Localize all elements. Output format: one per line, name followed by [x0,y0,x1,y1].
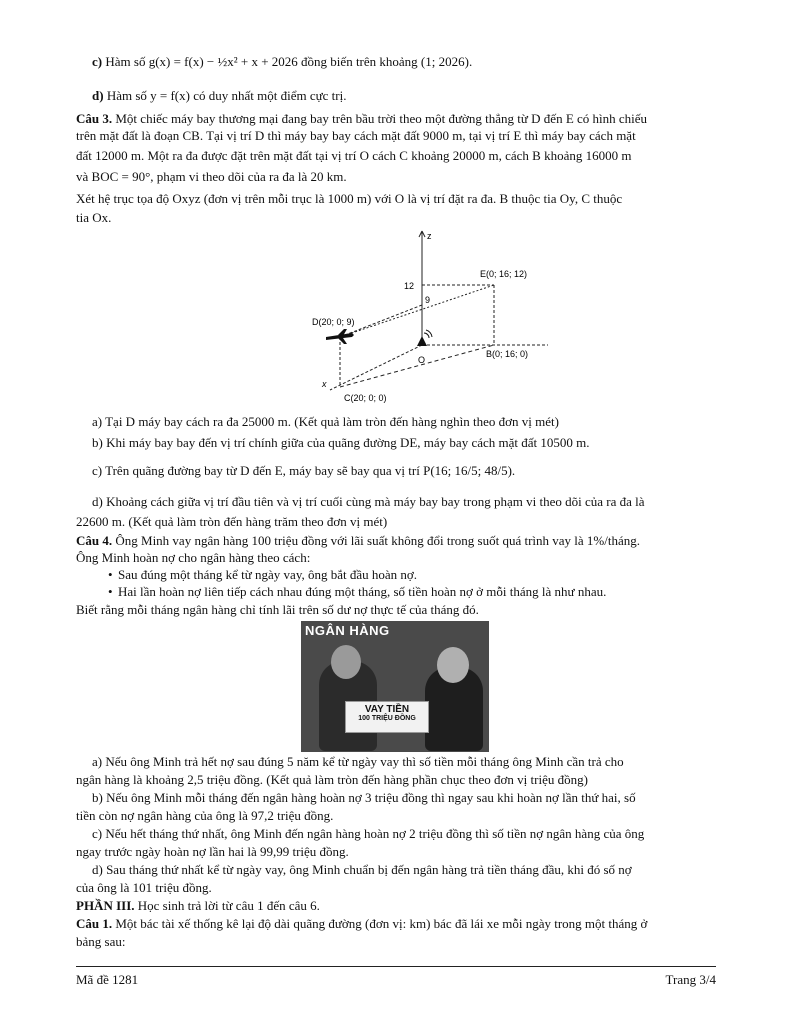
loan-sign [345,701,429,733]
x-axis [330,345,422,390]
q2-option-c: c) Hàm số g(x) = f(x) − ½x² + x + 2026 đồng biến trên khoảng (1; 2026). [92,54,473,69]
radar-icon [417,330,432,346]
label-12: 12 [404,281,415,291]
q4-stem-line2: Ông Minh hoàn nợ cho ngân hàng theo cách: [76,550,311,565]
q3-text-1: Một chiếc máy bay thương mại đang bay trên bầu trời theo một đường thẳng từ D đến E có hình chiếu [115,111,648,126]
part3-title: PHẦN III. [76,898,135,913]
q3-stem-line2: trên mặt đất là đoạn CB. Tại vị trí D thì máy bay bay cách mặt đất 9000 m, tại vị trí E thì máy bay cách mặt [76,128,636,143]
bank-loan-photo [301,621,489,752]
loan-sign-title: VAY TIỀN [364,704,410,715]
q4-stem-line1 [76,532,716,549]
radar-coordinate-figure [300,225,560,405]
label-o: O [418,355,426,365]
p3-q1-text-1: Một bác tài xế thống kê lại độ dài quãng đường (đơn vị: km) bác đã lái xe mỗi ngày trong một tháng ở [115,916,648,931]
photo-banner: NGÂN HÀNG [305,623,390,638]
q3-label: Câu 3. [76,111,113,126]
q4-text-1: Ông Minh vay ngân hàng 100 triệu đồng với lãi suất không đổi trong suốt quá trình vay là 1%/tháng. [115,533,641,548]
q4-option-d-line1: d) Sau tháng thứ nhất kể từ ngày vay, ông Minh chuẩn bị đến ngân hàng trả tiền tháng đầu, khi đó số nợ [92,862,632,877]
z-axis-label: z [427,231,432,241]
p3-q1-line2: bảng sau: [76,934,126,949]
q3-stem-line1 [76,110,716,127]
page-number: Trang 3/4 [665,972,716,987]
person-right-head [437,647,469,683]
p3-q1-label: Câu 1. [76,916,113,931]
q4-option-c-line1: c) Nếu hết tháng thứ nhất, ông Minh đến ngân hàng hoàn nợ 2 triệu đồng thì số tiền nợ ngân hàng của ông [92,826,645,841]
q4-label: Câu 4. [76,533,113,548]
flight-path-de [340,285,494,337]
q2-option-d: d) Hàm số y = f(x) có duy nhất một điểm cực trị. [92,88,347,103]
airplane-icon [326,329,354,344]
part3-heading [76,897,716,914]
label-e: E(0; 16; 12) [480,269,528,279]
person-left-head [331,645,361,679]
q4-bullet-2: • Hai lần hoàn nợ liên tiếp cách nhau đúng một tháng, số tiền hoàn nợ ở mỗi tháng là như nhau. [118,583,606,600]
footer-divider [76,966,716,967]
q3-stem-line4: và BOC = 90°, phạm vi theo dõi của ra đa là 20 km. [76,169,347,184]
q2-option-c-text: Hàm số g(x) = f(x) − ½x² + x + 2026 đồng biến trên khoảng (1; 2026). [105,54,473,69]
q4-option-b-line1: b) Nếu ông Minh mỗi tháng đến ngân hàng hoàn nợ 3 triệu đồng thì ngay sau khi hoàn nợ lần thứ hai, số [92,790,636,805]
label-b: B(0; 16; 0) [486,349,529,359]
q2-option-d-text: Hàm số y = f(x) có duy nhất một điểm cực trị. [106,88,347,103]
ground-path-cb [340,345,494,387]
q3-option-a: a) Tại D máy bay cách ra đa 25000 m. (Kết quả làm tròn đến hàng nghìn theo đơn vị mét) [92,414,559,429]
q3-option-b: b) Khi máy bay bay đến vị trí chính giữa của quãng đường DE, máy bay cách mặt đất 10500 m. [92,435,590,450]
q3-option-d-line2: 22600 m. (Kết quả làm tròn đến hàng trăm theo đơn vị mét) [76,514,388,529]
q4-bullet-1: • Sau đúng một tháng kể từ ngày vay, ông bắt đầu hoàn nợ. [118,566,417,583]
loan-sign-amount: 100 TRIỆU ĐỒNG [358,715,416,722]
exam-code: Mã đề 1281 [76,972,139,987]
q4-option-d-line2: của ông là 101 triệu đồng. [76,880,212,895]
q3-option-c: c) Trên quãng đường bay từ D đến E, máy bay sẽ bay qua vị trí P(16; 16/5; 48/5). [92,463,516,478]
q4-option-b-line2: tiền còn nợ ngân hàng của ông là 97,2 triệu đồng. [76,808,334,823]
q4-option-a-line1: a) Nếu ông Minh trả hết nợ sau đúng 5 năm kể từ ngày vay thì số tiền mỗi tháng ông Minh cần trả cho [92,754,624,769]
label-c: C(20; 0; 0) [344,393,387,403]
q3-stem-line3: đất 12000 m. Một ra đa được đặt trên mặt đất tại vị trí O cách C khoảng 20000 m, cách B khoảng 16000 m [76,148,632,163]
q3-option-d-line1: d) Khoảng cách giữa vị trí đầu tiên và vị trí cuối cùng mà máy bay bay trong phạm vi theo dõi của ra đa là [92,494,645,509]
q3-stem-line5: Xét hệ trục tọa độ Oxyz (đơn vị trên mỗi trục là 1000 m) với O là vị trí đặt ra đa. B thuộc tia Oy, C thuộc [76,191,623,206]
p3-q1-line1 [76,915,716,932]
q3-stem-line6: tia Ox. [76,210,112,225]
label-d: D(20; 0; 9) [312,317,355,327]
q4-option-c-line2: ngay trước ngày hoàn nợ lần hai là 99,99 triệu đồng. [76,844,349,859]
x-axis-label: x [322,379,327,389]
q4-stem-line3: Biết rằng mỗi tháng ngân hàng chỉ tính lãi trên số dư nợ thực tế của tháng đó. [76,602,479,617]
part3-text: Học sinh trả lời từ câu 1 đến câu 6. [137,898,320,913]
label-9: 9 [425,295,431,305]
q4-option-a-line2: ngân hàng là khoảng 2,5 triệu đồng. (Kết quả làm tròn đến hàng phần chục theo đơn vị triệu đồng) [76,772,588,787]
